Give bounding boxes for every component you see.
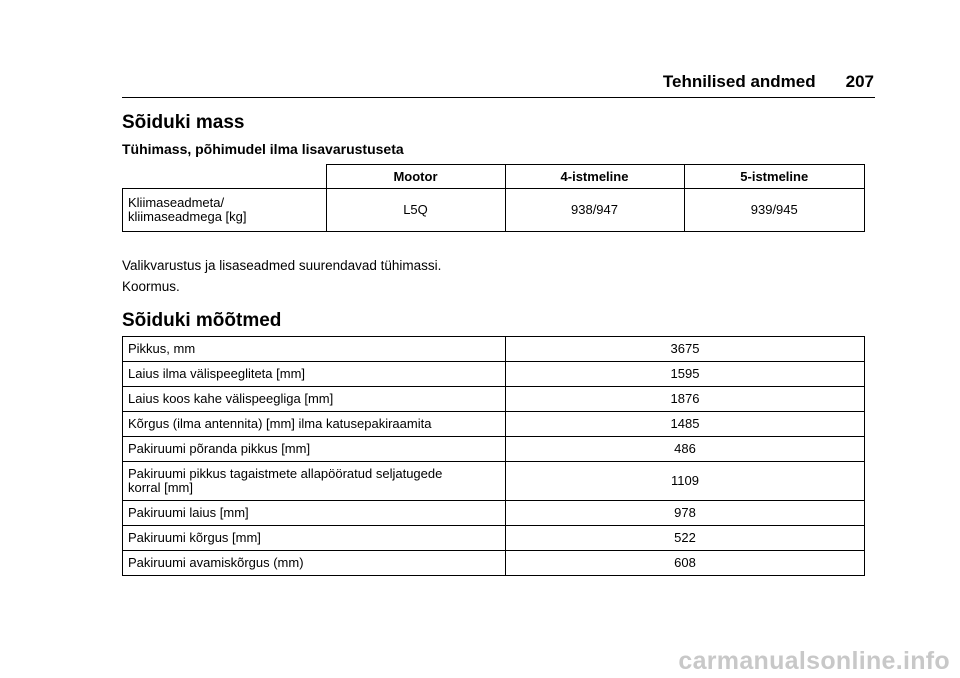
five-seat-cell: 939/945 — [684, 189, 865, 232]
dim-value: 1595 — [506, 362, 865, 387]
dim-value: 978 — [506, 501, 865, 526]
mass-row-label-line2: kliimaseadmega [kg] — [128, 209, 247, 224]
dim-value: 3675 — [506, 337, 865, 362]
table-row — [123, 337, 865, 362]
mass-heading: Sõiduki mass — [122, 112, 245, 133]
dim-label: Pakiruumi kõrgus [mm] — [123, 526, 506, 551]
table-row — [123, 462, 865, 501]
header-divider — [122, 97, 875, 98]
table-row — [123, 437, 865, 462]
dim-label: Pakiruumi laius [mm] — [123, 501, 506, 526]
dim-value: 608 — [506, 551, 865, 576]
dim-label: Pakiruumi avamiskõrgus (mm) — [123, 551, 506, 576]
dim-label: Pakiruumi põranda pikkus [mm] — [123, 437, 506, 462]
table-header-5-seat: 5-istmeline — [684, 165, 865, 189]
page-header — [0, 72, 874, 92]
dim-value: 1109 — [506, 462, 865, 501]
section-title: Tehnilised andmed — [662, 72, 816, 91]
table-row — [123, 412, 865, 437]
note-load: Koormus. — [122, 279, 180, 294]
dimensions-table — [122, 336, 865, 576]
dim-value: 1876 — [506, 387, 865, 412]
table-row — [123, 387, 865, 412]
mass-row-label — [123, 189, 327, 232]
table-header-4-seat: 4-istmeline — [505, 165, 684, 189]
mass-row-label-line1: Kliimaseadmeta/ — [128, 195, 225, 210]
dim-label: Pikkus, mm — [123, 337, 506, 362]
four-seat-cell: 938/947 — [505, 189, 684, 232]
table-row — [123, 362, 865, 387]
table-row — [123, 526, 865, 551]
page-number: 207 — [845, 72, 874, 91]
dim-value: 1485 — [506, 412, 865, 437]
dim-label — [123, 462, 506, 501]
dim-label-line1: Pakiruumi pikkus tagaistmete allapööratud seljatugede — [128, 466, 443, 481]
dim-value: 522 — [506, 526, 865, 551]
note-options: Valikvarustus ja lisaseadmed suurendavad tühimassi. — [122, 258, 442, 273]
mass-subheading: Tühimass, põhimudel ilma lisavarustuseta — [122, 141, 404, 157]
table-header-row — [123, 165, 865, 189]
dim-value: 486 — [506, 437, 865, 462]
dimensions-heading: Sõiduki mõõtmed — [122, 310, 282, 331]
watermark: carmanualsonline.info — [678, 647, 950, 675]
dim-label: Kõrgus (ilma antennita) [mm] ilma katusepakiraamita — [123, 412, 506, 437]
table-row — [123, 189, 865, 232]
table-header-empty — [123, 165, 327, 189]
dim-label: Laius koos kahe välispeegliga [mm] — [123, 387, 506, 412]
table-header-engine: Mootor — [326, 165, 505, 189]
engine-cell: L5Q — [326, 189, 505, 232]
dim-label: Laius ilma välispeegliteta [mm] — [123, 362, 506, 387]
mass-table — [122, 164, 865, 232]
dim-label-line2: korral [mm] — [128, 480, 193, 495]
table-row — [123, 501, 865, 526]
table-row — [123, 551, 865, 576]
